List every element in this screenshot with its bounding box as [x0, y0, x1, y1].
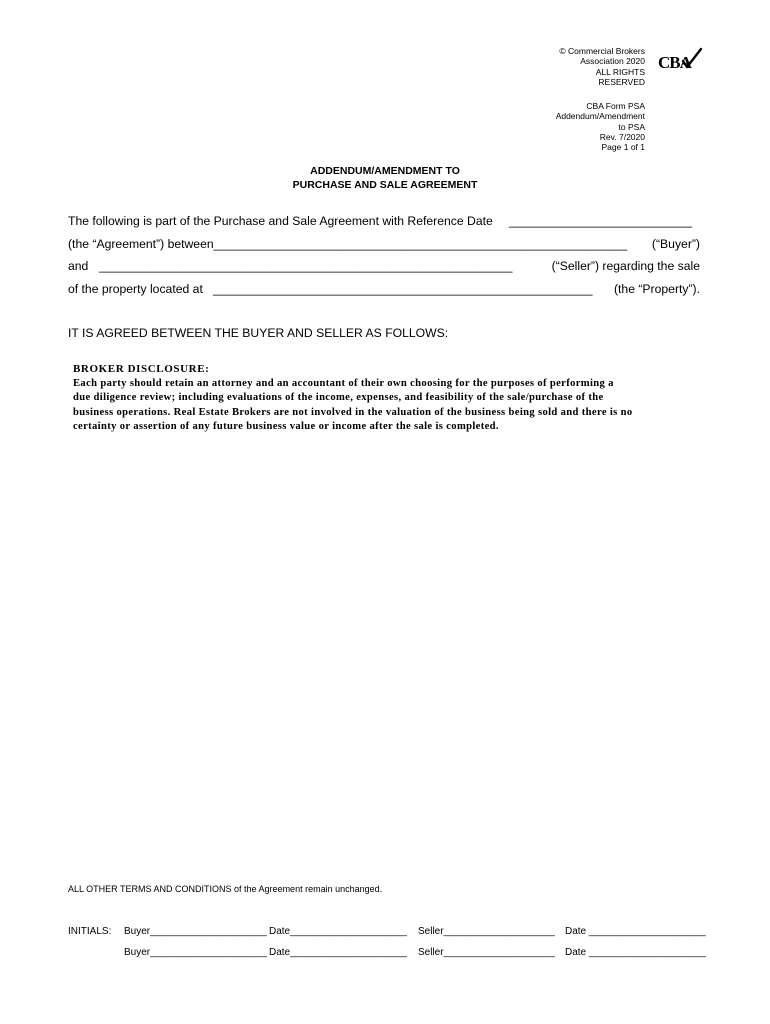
form-id-line: Addendum/Amendment	[555, 111, 645, 122]
disclosure-text-line: certainty or assertion of any future business value or income after the sale is completed.	[73, 420, 499, 432]
broker-disclosure	[73, 362, 703, 434]
checkmark-logo-icon	[656, 46, 704, 74]
disclosure-heading: BROKER DISCLOSURE:	[73, 363, 210, 375]
property-line	[68, 282, 700, 296]
initials-row	[0, 926, 770, 940]
seller-label: (“Seller”) regarding the sale	[551, 259, 700, 273]
disclosure-text-line: Each party should retain an attorney and an accountant of their own choosing for the purposes of performing a	[73, 378, 614, 390]
form-id-line: CBA Form PSA	[586, 101, 645, 112]
form-revision: Rev. 7/2020	[599, 132, 645, 143]
property-address-field[interactable]: ________________________________________________________	[213, 282, 593, 296]
copyright-line: RESERVED	[598, 76, 645, 87]
seller-line	[68, 259, 700, 273]
disclosure-text-line: due diligence review; including evaluations of the income, expenses, and feasibility of the sale/purchase of the	[73, 392, 604, 404]
seller-date-field[interactable]: Date _____________________	[565, 926, 706, 937]
terms-unchanged: ALL OTHER TERMS AND CONDITIONS of the Agreement remain unchanged.	[68, 884, 383, 894]
buyer-line	[68, 237, 700, 251]
title-line: PURCHASE AND SALE AGREEMENT	[292, 178, 478, 191]
form-header	[520, 46, 645, 153]
title-line: ADDENDUM/AMENDMENT TO	[310, 165, 460, 177]
buyer-name-field[interactable]: _____________________________________________________________	[213, 237, 628, 251]
copyright-line: ALL RIGHTS	[595, 66, 645, 77]
form-id-line: to PSA	[618, 121, 645, 132]
seller-date-field[interactable]: Date _____________________	[565, 947, 706, 958]
reference-date-field[interactable]: ___________________________	[509, 214, 693, 228]
buyer-initials-field[interactable]: Buyer_____________________	[124, 926, 267, 937]
reference-text: The following is part of the Purchase and Sale Agreement with Reference Date	[68, 214, 493, 228]
agreed-heading: IT IS AGREED BETWEEN THE BUYER AND SELLER AS FOLLOWS:	[68, 326, 449, 340]
page-number: Page 1 of 1	[601, 142, 645, 153]
initials-label: INITIALS:	[68, 926, 112, 937]
copyright-line: © Commercial Brokers	[559, 46, 645, 56]
agreement-between-label: (the “Agreement”) between	[68, 237, 214, 251]
property-label: of the property located at	[68, 282, 203, 296]
logo-text: CBA	[658, 53, 691, 72]
seller-name-field[interactable]: _____________________________________________________________	[99, 259, 513, 273]
cba-logo	[656, 46, 704, 74]
and-label: and	[68, 259, 89, 273]
document-title	[0, 165, 770, 192]
seller-initials-field[interactable]: Seller____________________	[418, 947, 555, 958]
initials-row	[0, 947, 770, 961]
property-suffix: (the “Property”).	[613, 282, 700, 296]
buyer-date-field[interactable]: Date_____________________	[269, 947, 407, 958]
disclosure-text-line: business operations. Real Estate Brokers are not involved in the valuation of the business being sold and there is no	[73, 406, 633, 418]
buyer-date-field[interactable]: Date_____________________	[269, 926, 407, 937]
seller-initials-field[interactable]: Seller____________________	[418, 926, 555, 937]
buyer-label: (“Buyer”)	[651, 237, 700, 251]
buyer-initials-field[interactable]: Buyer_____________________	[124, 947, 267, 958]
copyright-line: Association 2020	[580, 56, 645, 67]
reference-date-line	[68, 214, 700, 228]
